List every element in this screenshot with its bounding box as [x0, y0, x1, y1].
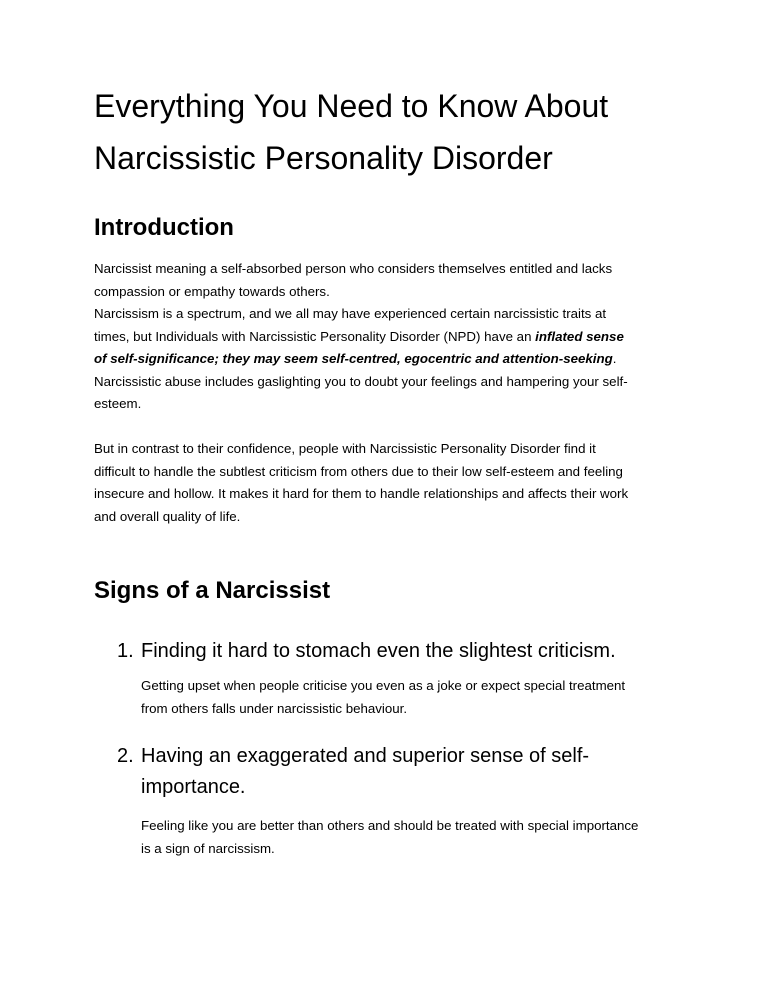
list-item-title-2 [117, 741, 590, 803]
text-line: But in contrast to their confidence, people with Narcissistic Personality Disorder find it [94, 441, 596, 456]
text-line: esteem. [94, 396, 142, 411]
text-line: Feeling like you are better than others and should be treated with special importance [141, 818, 639, 833]
list-item-title-1 [117, 636, 616, 667]
list-item-body-1 [141, 675, 625, 720]
text-line: difficult to handle the subtlest criticism from others due to their low self-esteem and feeling [94, 463, 623, 479]
text-line: Narcissistic abuse includes gaslighting you to doubt your feelings and hampering your self- [94, 373, 628, 389]
text-line: compassion or empathy towards others. [94, 283, 330, 299]
list-number: 1. [117, 640, 134, 662]
text-line: Narcissism is a spectrum, and we all may have experienced certain narcissistic traits at [94, 306, 607, 321]
text-line: Narcissist meaning a self-absorbed person who considers themselves entitled and lacks [94, 261, 613, 276]
list-item-title-line: Having an exaggerated and superior sense of self- [141, 745, 590, 767]
text-line: from others falls under narcissistic behaviour. [141, 700, 408, 716]
text-line: and overall quality of life. [94, 508, 241, 524]
title-line-2: Narcissistic Personality Disorder [94, 140, 553, 176]
section-heading-introduction: Introduction [94, 214, 234, 241]
list-item-title-line: importance. [141, 776, 246, 798]
intro-paragraph-1 [94, 258, 628, 416]
text-run: . [612, 351, 617, 366]
emphasis-text: of self-significance; they may seem self-centred, egocentric and attention-seeking [94, 351, 613, 366]
section-heading-signs: Signs of a Narcissist [94, 577, 331, 604]
document-title [94, 80, 608, 184]
text-run: times, but Individuals with Narcissistic Personality Disorder (NPD) have an [94, 328, 536, 344]
text-line: Getting upset when people criticise you even as a joke or expect special treatment [141, 678, 626, 693]
text-line: insecure and hollow. It makes it hard for them to handle relationships and affects their work [94, 486, 629, 501]
intro-paragraph-2 [94, 438, 628, 528]
text-line: is a sign of narcissism. [141, 840, 275, 856]
title-line-1: Everything You Need to Know About [94, 88, 609, 124]
text-line-with-emphasis [94, 348, 628, 371]
emphasis-text: inflated sense [535, 328, 624, 344]
text-line-with-emphasis [94, 326, 628, 349]
list-number: 2. [117, 745, 134, 767]
list-item-body-2 [141, 815, 638, 860]
list-item-title-line: Finding it hard to stomach even the slightest criticism. [141, 640, 616, 662]
